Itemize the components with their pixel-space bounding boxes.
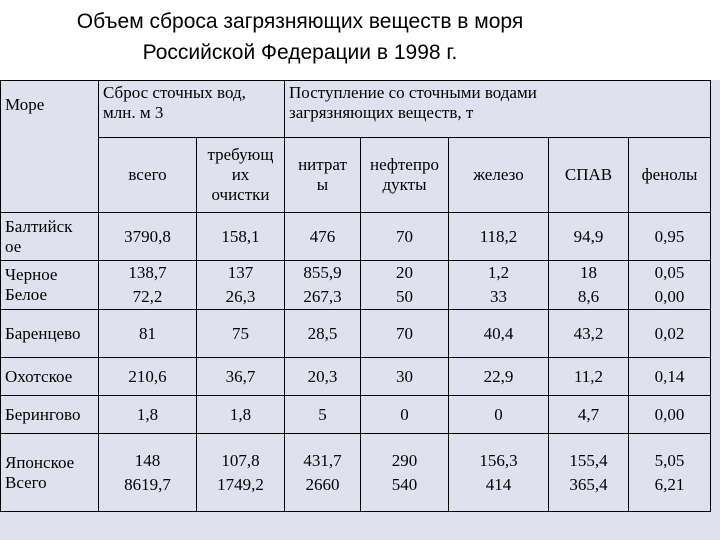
cell-total <box>99 434 197 512</box>
cell-phenols-line: 0,00 <box>654 404 685 424</box>
table-row <box>1 434 711 512</box>
cell-nitrate-line: 476 <box>309 226 336 246</box>
header-nitrate: нитрат ы <box>285 138 361 213</box>
cell-treat <box>197 213 285 261</box>
cell-nitrate-line: 855,9 <box>303 263 342 282</box>
cell-treat <box>197 396 285 434</box>
header-discharge-line1: Сброс сточных вод, <box>103 83 246 102</box>
pollution-table <box>0 80 711 512</box>
cell-spav <box>549 261 629 310</box>
cell-spav-line: 155,4 <box>569 450 608 470</box>
cell-phenols-line: 0,95 <box>654 226 685 246</box>
cell-phenols <box>629 434 711 512</box>
cell-spav-line: 11,2 <box>573 366 604 386</box>
cell-oil-line: 70 <box>396 226 413 246</box>
cell-total <box>99 213 197 261</box>
cell-nitrate <box>285 396 361 434</box>
cell-spav-line: 94,9 <box>573 226 604 246</box>
cell-iron-line: 40,4 <box>483 323 514 343</box>
cell-nitrate-line: 5 <box>318 404 327 424</box>
cell-sea <box>1 434 99 512</box>
cell-nitrate <box>285 261 361 310</box>
cell-oil-line: 290 <box>391 450 418 470</box>
header-treat: требующ их очистки <box>197 138 285 213</box>
cell-iron <box>449 358 549 396</box>
cell-iron-line: 414 <box>485 474 512 494</box>
cell-total-line: 8619,7 <box>124 474 171 494</box>
cell-iron <box>449 310 549 358</box>
cell-iron-line: 118,2 <box>479 226 518 246</box>
cell-iron-line: 1,2 <box>487 263 510 282</box>
table-row <box>1 213 711 261</box>
header-spav: СПАВ <box>549 138 629 213</box>
slide-title <box>0 6 600 68</box>
cell-iron <box>449 396 549 434</box>
cell-total-line: 3790,8 <box>124 226 171 246</box>
cell-spav-line: 365,4 <box>569 474 608 494</box>
header-iron: железо <box>449 138 549 213</box>
cell-phenols-line: 0,02 <box>654 323 685 343</box>
cell-spav-line: 8,6 <box>577 287 600 306</box>
cell-oil <box>361 310 449 358</box>
cell-phenols-line: 0,00 <box>654 287 685 306</box>
header-inflow <box>285 81 711 138</box>
cell-spav <box>549 213 629 261</box>
cell-sea-line: Балтийск <box>5 216 73 236</box>
cell-iron-line: 22,9 <box>483 366 514 386</box>
cell-nitrate-line: 28,5 <box>307 323 338 343</box>
cell-spav <box>549 358 629 396</box>
cell-treat-line: 36,7 <box>225 366 256 386</box>
cell-treat <box>197 434 285 512</box>
header-sea-empty <box>1 138 99 213</box>
cell-sea-line: Охотское <box>5 366 73 386</box>
cell-iron <box>449 213 549 261</box>
cell-treat-line: 1749,2 <box>217 474 264 494</box>
cell-oil <box>361 213 449 261</box>
cell-oil <box>361 358 449 396</box>
cell-phenols-line: 0,05 <box>654 263 685 282</box>
header-sea: Море <box>1 81 99 138</box>
header-phenols: фенолы <box>629 138 711 213</box>
cell-nitrate-line: 267,3 <box>303 287 342 306</box>
cell-total <box>99 310 197 358</box>
cell-sea-line: Всего <box>5 472 47 492</box>
cell-phenols <box>629 358 711 396</box>
cell-phenols-line: 6,21 <box>654 474 685 494</box>
cell-iron-line: 156,3 <box>479 450 518 470</box>
cell-oil <box>361 396 449 434</box>
cell-oil-line: 540 <box>391 474 418 494</box>
header-inflow-line1: Поступление со сточными водами <box>289 83 537 102</box>
cell-spav <box>549 396 629 434</box>
cell-phenols-line: 5,05 <box>654 450 685 470</box>
cell-total-line: 138,7 <box>128 263 167 282</box>
cell-sea-line: Берингово <box>5 404 81 424</box>
cell-spav-line: 43,2 <box>573 323 604 343</box>
cell-total-line: 148 <box>134 450 161 470</box>
cell-oil-line: 30 <box>396 366 413 386</box>
table-row <box>1 358 711 396</box>
cell-sea-line: ое <box>5 236 22 256</box>
cell-treat <box>197 261 285 310</box>
cell-sea <box>1 213 99 261</box>
cell-phenols <box>629 261 711 310</box>
cell-phenols-line: 0,14 <box>654 366 685 386</box>
cell-oil <box>361 261 449 310</box>
cell-sea-line: Черное <box>5 265 58 284</box>
cell-sea <box>1 261 99 310</box>
cell-total-line: 81 <box>139 323 156 343</box>
cell-total <box>99 261 197 310</box>
cell-nitrate <box>285 310 361 358</box>
cell-nitrate <box>285 358 361 396</box>
cell-total <box>99 358 197 396</box>
cell-spav-line: 18 <box>580 263 597 282</box>
cell-oil-line: 20 <box>396 263 413 282</box>
cell-sea-line: Белое <box>5 285 48 304</box>
cell-oil-line: 70 <box>396 323 413 343</box>
title-line-2: Российской Федерации в 1998 г. <box>142 41 458 64</box>
header-row-1 <box>1 81 711 138</box>
cell-treat-line: 137 <box>227 263 254 282</box>
cell-total-line: 72,2 <box>132 287 163 306</box>
cell-treat-line: 26,3 <box>225 287 256 306</box>
cell-nitrate <box>285 434 361 512</box>
header-oil: нефтепро дукты <box>361 138 449 213</box>
cell-nitrate-line: 431,7 <box>303 450 342 470</box>
cell-treat-line: 107,8 <box>221 450 260 470</box>
cell-treat-line: 75 <box>232 323 249 343</box>
header-discharge-line2: млн. м 3 <box>103 103 164 122</box>
cell-nitrate-line: 2660 <box>305 474 340 494</box>
table-row <box>1 396 711 434</box>
cell-phenols <box>629 213 711 261</box>
cell-total-line: 1,8 <box>136 404 159 424</box>
cell-sea-line: Японское <box>5 452 75 472</box>
cell-iron <box>449 434 549 512</box>
cell-treat <box>197 358 285 396</box>
cell-phenols <box>629 396 711 434</box>
cell-sea-line: Баренцево <box>5 323 81 343</box>
header-inflow-line2: загрязняющих веществ, т <box>289 103 474 122</box>
cell-oil <box>361 434 449 512</box>
cell-total <box>99 396 197 434</box>
cell-iron <box>449 261 549 310</box>
cell-iron-line: 0 <box>494 404 503 424</box>
table-row <box>1 261 711 310</box>
cell-iron-line: 33 <box>490 287 507 306</box>
cell-total-line: 210,6 <box>128 366 167 386</box>
cell-oil-line: 0 <box>400 404 409 424</box>
cell-phenols <box>629 310 711 358</box>
cell-sea <box>1 358 99 396</box>
cell-spav-line: 4,7 <box>577 404 600 424</box>
cell-nitrate-line: 20,3 <box>307 366 338 386</box>
cell-treat-line: 158,1 <box>221 226 260 246</box>
table-row <box>1 310 711 358</box>
cell-treat-line: 1,8 <box>229 404 252 424</box>
header-discharge <box>99 81 285 138</box>
header-row-2 <box>1 138 711 213</box>
cell-oil-line: 50 <box>396 287 413 306</box>
cell-nitrate <box>285 213 361 261</box>
table-container <box>0 80 720 540</box>
cell-spav <box>549 434 629 512</box>
cell-sea <box>1 310 99 358</box>
cell-treat <box>197 310 285 358</box>
header-total: всего <box>99 138 197 213</box>
title-line-1: Объем сброса загрязняющих веществ в моря <box>76 10 524 33</box>
cell-sea <box>1 396 99 434</box>
cell-spav <box>549 310 629 358</box>
